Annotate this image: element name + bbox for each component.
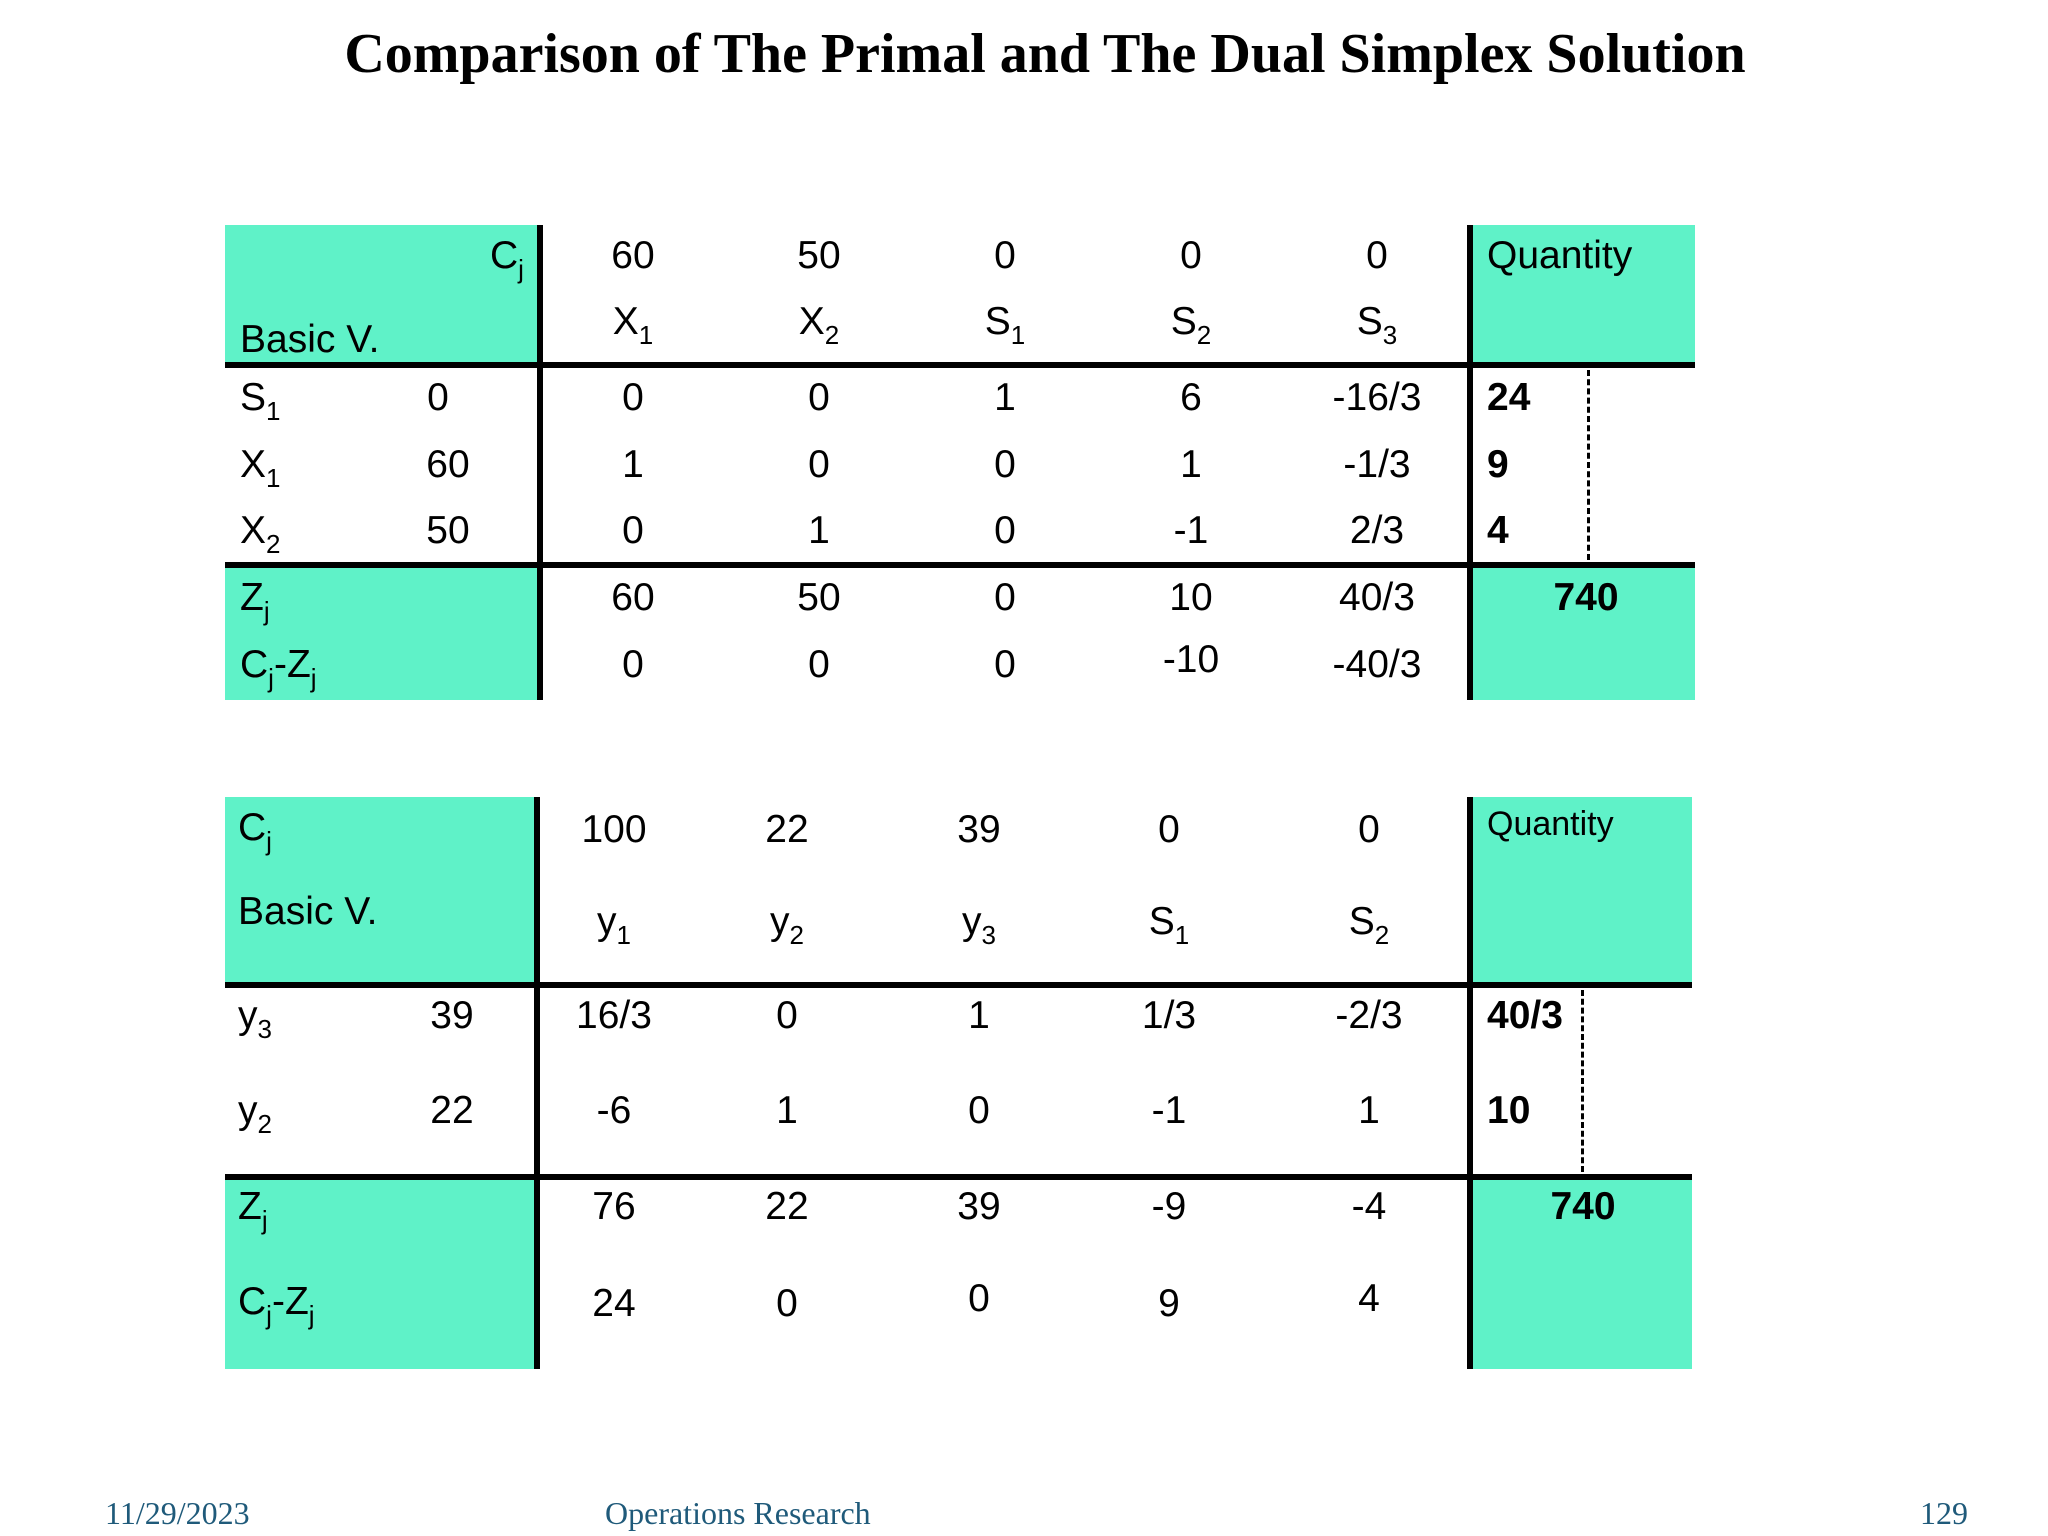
cell: 1	[1358, 1089, 1380, 1132]
basic-var-label: $y_3$	[238, 994, 272, 1044]
primal-var-header: $X_1$	[612, 300, 654, 350]
primal-right-divider	[1467, 225, 1473, 700]
cell: 22	[765, 1185, 809, 1228]
cell: 9	[1158, 1282, 1180, 1325]
cell: -6	[596, 1089, 632, 1132]
basic-var-label: $y_2$	[238, 1089, 272, 1139]
cell: -16/3	[1332, 376, 1422, 419]
cell: 1	[808, 509, 830, 552]
cell: 4	[1358, 1277, 1380, 1320]
cell: -2/3	[1335, 994, 1403, 1037]
cell: 0	[808, 376, 830, 419]
quantity-value: 9	[1487, 443, 1509, 486]
primal-quantity-label: Quantity	[1487, 234, 1633, 277]
primal-header-rule	[225, 362, 1695, 368]
dual-cj-label: $C_j$	[238, 806, 272, 856]
cell: -4	[1351, 1185, 1387, 1228]
dual-cj-value: 0	[1158, 808, 1180, 851]
zj-label: $Z_j$	[238, 1185, 268, 1235]
basic-var-label: $X_1$	[240, 443, 281, 493]
cb-value: 22	[430, 1089, 474, 1132]
primal-basic-label: Basic V.	[240, 318, 380, 361]
dual-var-header: $S_2$	[1348, 900, 1390, 950]
dual-left-divider	[534, 797, 540, 1369]
zj-label: $Z_j$	[240, 576, 270, 626]
dual-basic-label: Basic V.	[238, 890, 378, 933]
quantity-value: 24	[1487, 376, 1531, 419]
dual-qty-dashed-line	[1581, 990, 1584, 1172]
dual-zj-rule	[225, 1174, 1692, 1180]
cell: -1	[1173, 509, 1209, 552]
cell: 50	[797, 576, 841, 619]
cell: 40/3	[1339, 576, 1415, 619]
primal-qty-dashed-line	[1587, 370, 1590, 560]
cell: 0	[808, 443, 830, 486]
dual-quantity-label: Quantity	[1487, 805, 1614, 843]
dual-var-header: $y_2$	[770, 900, 804, 950]
cell: 1	[1180, 443, 1202, 486]
cell: -10	[1162, 638, 1220, 681]
dual-header-rule	[225, 982, 1692, 988]
cell: 0	[968, 1277, 990, 1320]
cb-value: 39	[430, 994, 474, 1037]
cell: 0	[808, 643, 830, 686]
cell: 10	[1169, 576, 1213, 619]
primal-var-header: $X_2$	[798, 300, 840, 350]
cell: 76	[592, 1185, 636, 1228]
dual-cj-value: 22	[765, 808, 809, 851]
cell: 0	[622, 643, 644, 686]
cell: -1/3	[1343, 443, 1411, 486]
cell: 0	[968, 1089, 990, 1132]
footer-course-title: Operations Research	[605, 1495, 871, 1531]
primal-cj-value: 50	[797, 234, 841, 277]
cell: 1/3	[1141, 994, 1197, 1037]
cj-zj-label: $C_j-Z_j$	[238, 1280, 315, 1330]
cell: 0	[994, 509, 1016, 552]
cell: 16/3	[576, 994, 652, 1037]
cell: 6	[1180, 376, 1202, 419]
cell: 39	[957, 1185, 1001, 1228]
cb-value: 60	[426, 443, 470, 486]
cell: -40/3	[1332, 643, 1422, 686]
cell: 0	[622, 509, 644, 552]
cb-value: 0	[427, 376, 449, 419]
cell: 0	[622, 376, 644, 419]
primal-var-header: $S_1$	[984, 300, 1026, 350]
primal-left-divider	[537, 225, 543, 700]
dual-cj-value: 39	[957, 808, 1001, 851]
cell: -9	[1151, 1185, 1187, 1228]
dual-var-header: $y_1$	[597, 900, 631, 950]
primal-cj-value: 0	[1180, 234, 1202, 277]
cell: 1	[994, 376, 1016, 419]
cell: 0	[776, 1282, 798, 1325]
cb-value: 50	[426, 509, 470, 552]
quantity-value: 4	[1487, 509, 1509, 552]
quantity-value: 10	[1487, 1089, 1531, 1132]
footer-page-number: 129	[1920, 1495, 1968, 1531]
cell: 0	[994, 576, 1016, 619]
primal-var-header: $S_3$	[1356, 300, 1398, 350]
primal-cj-value: 60	[611, 234, 655, 277]
basic-var-label: $X_2$	[240, 509, 281, 559]
footer-date: 11/29/2023	[105, 1495, 250, 1531]
cell: 60	[611, 576, 655, 619]
dual-cj-value: 0	[1358, 808, 1380, 851]
cell: 2/3	[1349, 509, 1405, 552]
slide-title: Comparison of The Primal and The Dual Simplex Solution	[344, 23, 1746, 85]
dual-var-header: $S_1$	[1148, 900, 1190, 950]
objective-value: 740	[1550, 1185, 1616, 1228]
primal-zj-rule	[225, 562, 1695, 568]
cj-zj-label: $C_j-Z_j$	[240, 643, 317, 693]
quantity-value: 40/3	[1487, 994, 1563, 1037]
primal-cj-value: 0	[1366, 234, 1388, 277]
primal-var-header: $S_2$	[1170, 300, 1212, 350]
cell: 0	[994, 443, 1016, 486]
dual-zj-left-highlight	[225, 1177, 537, 1369]
cell: -1	[1151, 1089, 1187, 1132]
dual-cj-value: 100	[581, 808, 647, 851]
primal-cj-label: $C_j$	[490, 234, 524, 284]
cell: 1	[968, 994, 990, 1037]
primal-cj-value: 0	[994, 234, 1016, 277]
basic-var-label: $S_1$	[240, 376, 281, 426]
dual-right-divider	[1467, 797, 1473, 1369]
cell: 1	[622, 443, 644, 486]
cell: 1	[776, 1089, 798, 1132]
dual-var-header: $y_3$	[962, 900, 996, 950]
cell: 0	[776, 994, 798, 1037]
objective-value: 740	[1553, 576, 1619, 619]
cell: 24	[592, 1282, 636, 1325]
cell: 0	[994, 643, 1016, 686]
